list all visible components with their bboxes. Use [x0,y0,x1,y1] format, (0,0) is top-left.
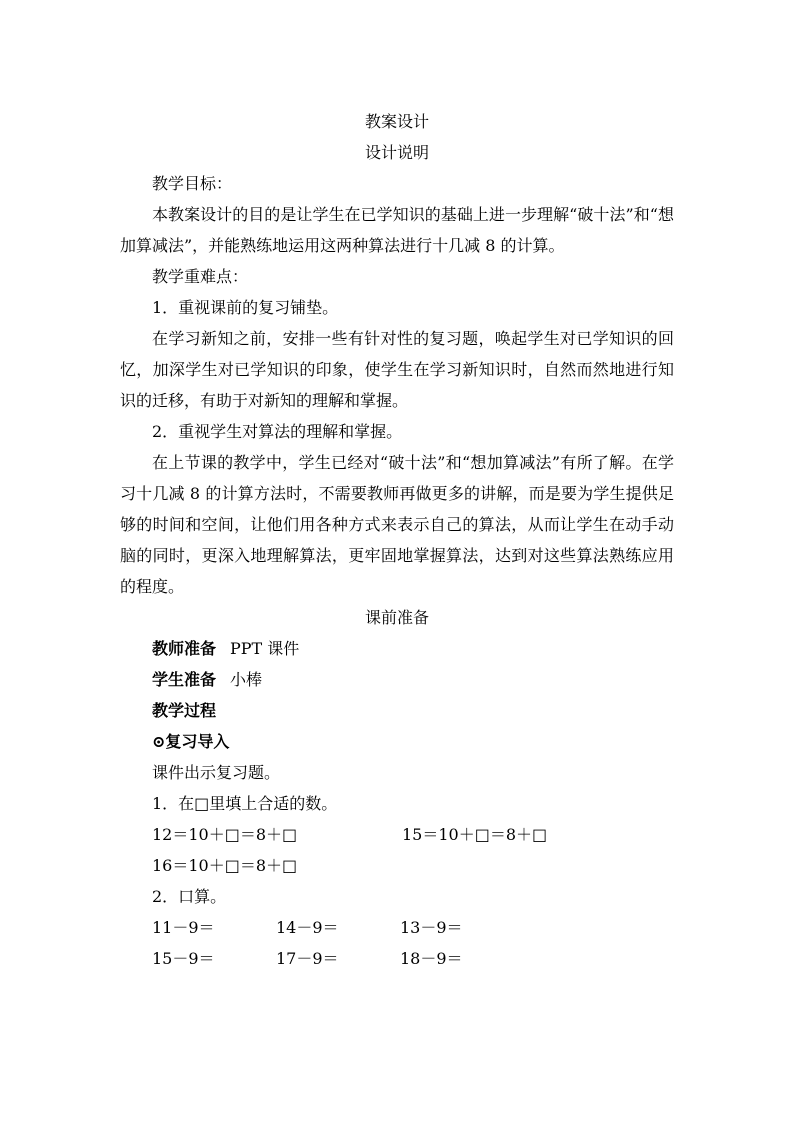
question1-row1 [120,819,674,850]
point1-title: 1．重视课前的复习铺垫。 [152,298,339,317]
question2-row1 [120,912,674,943]
student-prep-row [120,664,674,695]
question1-row2 [120,850,674,881]
key-points-label: 教学重难点： [152,267,249,286]
point2-title: 2．重视学生对算法的理解和掌握。 [152,422,403,441]
point1-text: 在学习新知之前，安排一些有针对性的复习题，唤起学生对已学知识的回忆，加深学生对已学知识的印象，使学生在学习新知识时，自然而然地进行知识的迁移，有助于对新知的理解和掌握。 [120,329,674,410]
question1-eq2: 15＝10＋□＝8＋□ [402,825,548,844]
question1-eq1: 12＝10＋□＝8＋□ [152,825,298,844]
teacher-prep-label: 教师准备 [152,639,217,658]
point2-text: 在上节课的教学中，学生已经对“破十法”和“想加算减法”有所了解。在学习十几减 8 的计算方法时，不需要教师再做更多的讲解，而是要为学生提供足够的时间和空间，让他们用各种方式来表示自己的算法，从而让学生在动手动脑的同时，更深入地理解算法，更牢固地掌握算法，达到对这些算法熟练应用的程度。 [120,453,674,596]
calc-item: 13－9＝ [400,918,463,937]
question2-row2 [120,943,674,974]
section-title-preparation: 课前准备 [364,608,429,627]
student-prep-label: 学生准备 [152,670,217,689]
objective-text: 本教案设计的目的是让学生在已学知识的基础上进一步理解“破十法”和“想加算减法”，并能熟练地运用这两种算法进行十几减 8 的计算。 [120,205,674,255]
calc-item: 18－9＝ [400,949,463,968]
review-intro: 课件出示复习题。 [152,763,281,782]
objective-label: 教学目标： [152,174,233,193]
calc-item: 14－9＝ [276,918,339,937]
calc-item: 17－9＝ [276,949,339,968]
teacher-prep-row [120,633,674,664]
document-title: 教案设计 [364,112,429,131]
process-label: 教学过程 [152,701,217,720]
question2-title: 2．口算。 [152,887,227,906]
document-content [120,106,674,974]
teacher-prep-value: PPT 课件 [230,639,300,658]
calc-item: 15－9＝ [152,949,215,968]
calc-item: 11－9＝ [152,918,215,937]
student-prep-value: 小棒 [230,670,263,689]
question1-eq3: 16＝10＋□＝8＋□ [152,856,298,875]
review-heading: ⊙复习导入 [152,732,230,751]
section-title-design-notes: 设计说明 [364,143,429,162]
question1-title: 1．在□里填上合适的数。 [152,794,338,813]
